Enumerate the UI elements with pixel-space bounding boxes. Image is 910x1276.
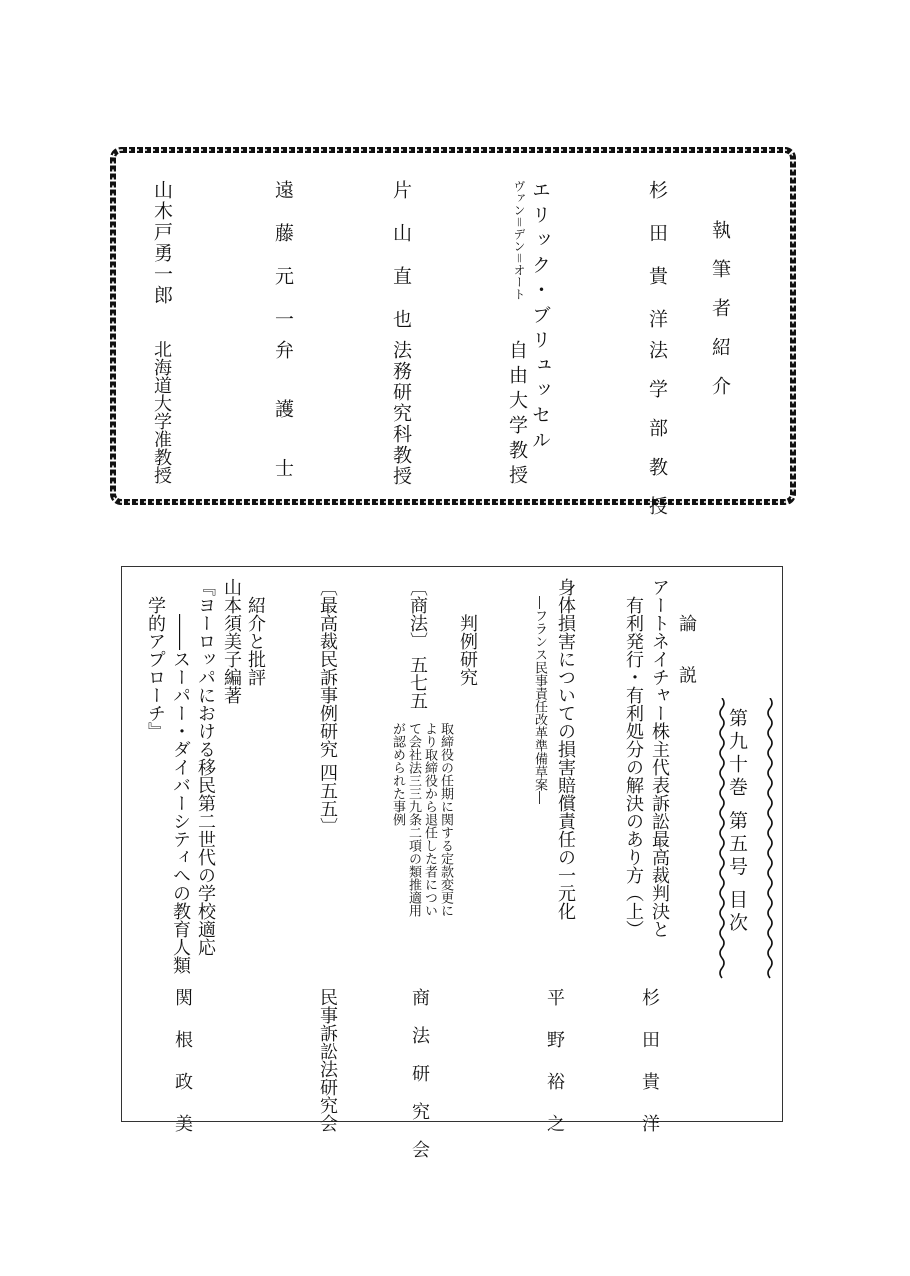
article-3-author: 商法研究会 (409, 988, 430, 1178)
article-3-note-line3: て会社法三三九条二項の類推適用 (406, 722, 421, 917)
volume-title: 第九十巻 第五号 目次 (726, 708, 748, 936)
article-2-title: 身体損害についての損害賠償責任の一元化 (555, 578, 576, 920)
author-name-eric-line1: エリック・ブリュッセル (529, 180, 551, 455)
article-1-author: 杉田貴洋 (639, 988, 660, 1156)
article-4-label: 〔最高裁民訴事例研究 四五五〕 (317, 578, 338, 836)
section-shokai: 紹介と批評 (245, 596, 266, 686)
author-name-yamakido: 山木戸勇一郎 (151, 180, 173, 306)
author-name-sugita: 杉田貴洋 (646, 180, 668, 352)
article-1-title-line2: 有利発行・有利処分の解決のあり方（上） (623, 596, 644, 938)
author-name-katayama: 片山直也 (390, 180, 412, 352)
article-4-author: 民事訴訟法研究会 (317, 988, 338, 1132)
section-ronsetsu: 論 説 (676, 614, 697, 698)
article-3-note-line2: より取締役から退任した者につい (422, 722, 437, 917)
article-3-note-line4: が認められた事例 (390, 722, 405, 826)
section-hanrei: 判例研究 (457, 614, 478, 686)
article-1-title-line1: アートネイチャー株主代表訴訟最高裁判決と (649, 578, 670, 938)
author-affiliation-katayama: 法務研究科教授 (390, 340, 412, 487)
article-3-label: 〔商法〕 五七五 (407, 578, 428, 710)
author-affiliation-sugita: 法学部教授 (646, 340, 668, 535)
article-5-title-line2: ――スーパー・ダイバーシティへの教育人類 (170, 614, 191, 974)
decorative-rope-border (109, 146, 797, 506)
authors-heading: 執筆者紹介 (709, 220, 731, 415)
article-2-subtitle: ―フランス民事責任改革準備草案― (532, 596, 547, 804)
author-name-endo: 遠藤元一 (272, 180, 294, 352)
article-5-author: 関根政美 (172, 988, 193, 1156)
author-name-eric-line2: ヴァン＝デン＝オート (512, 180, 526, 301)
article-3-note-line1: 取締役の任期に関する定款変更に (438, 722, 453, 917)
article-2-author: 平野裕之 (544, 988, 565, 1156)
author-affiliation-eric: 自由大学教授 (506, 340, 528, 490)
article-5-editor: 山本須美子編著 (221, 578, 242, 704)
author-affiliation-endo: 弁護士 (272, 340, 294, 517)
author-affiliation-yamakido: 北海道大学准教授 (151, 340, 172, 484)
article-5-title-line3: 学的アプローチ』 (145, 596, 166, 740)
article-5-title-line1: 『ヨーロッパにおける移民第二世代の学校適応 (195, 578, 216, 956)
